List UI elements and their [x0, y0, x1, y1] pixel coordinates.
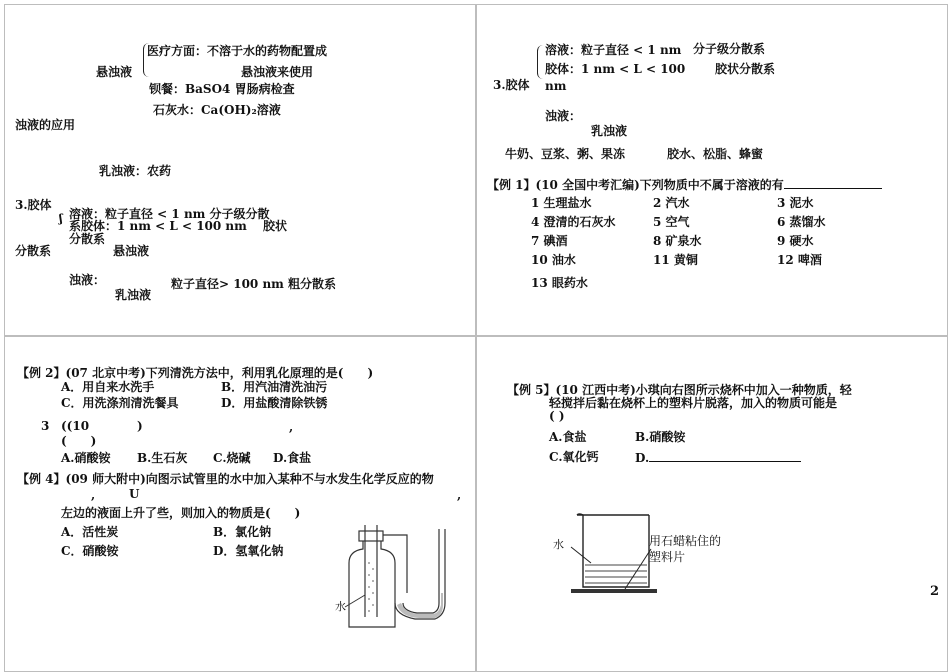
solution-tail: 分子级分散系 — [693, 42, 766, 56]
coarse-line: 粒子直径> 100 nm 粗分散系 — [171, 277, 337, 291]
example1-stem: 【例 1】(10 全国中考汇编)下列物质中不属于溶液的有 — [487, 176, 882, 193]
option-c: C.烧碱 — [213, 451, 251, 465]
list-item: 11 黄铜 — [653, 253, 698, 267]
list-item: 9 硬水 — [777, 234, 814, 248]
brace-mark: ʃ — [59, 212, 63, 225]
list-item: 3 泥水 — [777, 196, 814, 210]
list-item: 6 蒸馏水 — [777, 215, 826, 229]
figure-water-label: 水 — [553, 538, 564, 551]
option-a: A．活性炭 — [61, 525, 119, 539]
example3-source: ((10 — [61, 419, 90, 433]
list-item: 10 油水 — [531, 253, 576, 267]
option-b: B.硝酸铵 — [635, 430, 686, 444]
brace — [537, 45, 544, 79]
suspension2: 悬浊液 — [113, 244, 150, 258]
option-b: B.生石灰 — [137, 451, 188, 465]
panel-top-left — [4, 4, 476, 336]
option-b: B．用汽油清洗油污 — [221, 380, 328, 394]
turbid-label: 浊液： — [69, 273, 106, 287]
medical-line1: 医疗方面：不溶于水的药物配置成 — [147, 44, 328, 58]
examples2: 胶水、松脂、蜂蜜 — [667, 147, 764, 161]
bottle-utube-figure — [331, 523, 461, 635]
option-a: A．用自来水洗手 — [61, 380, 155, 394]
example4-line2: 左边的液面上升了些，则加入的物质是( ) — [61, 506, 301, 520]
list-item: 1 生理盐水 — [531, 196, 592, 210]
option-c: C．硝酸铵 — [61, 544, 119, 558]
example4-comma2: , — [457, 488, 462, 502]
example3-number: 3 — [41, 419, 50, 433]
turbid-label: 浊液： — [545, 109, 582, 123]
figure-label-line2: 塑料片 — [649, 550, 686, 564]
list-item: 4 澄清的石灰水 — [531, 215, 616, 229]
panel-bottom-left — [4, 336, 476, 672]
option-c: C．用洗涤剂清洗餐具 — [61, 396, 179, 410]
dispersion: 分散系 — [15, 244, 52, 258]
dispersion-small: 分散系 — [69, 232, 106, 246]
colloid-head: 3.胶体 — [493, 78, 530, 92]
medical-line2: 悬浊液来使用 — [241, 65, 314, 79]
colloid-tail: 胶状 — [263, 219, 288, 233]
example5-line2: 轻搅拌后黏在烧杯上的塑料片脱落，加入的物质可能是 — [549, 396, 838, 410]
solution-line: 溶液：粒子直径 < 1 nm 分子级分散 — [69, 207, 270, 221]
option-d: D．用盐酸清除铁锈 — [221, 396, 328, 410]
example3-paren: ) — [137, 419, 143, 433]
limewater: 石灰水：Ca(OH)₂溶液 — [153, 103, 281, 117]
option-b: B．氯化钠 — [213, 525, 272, 539]
example4-u: U — [129, 487, 140, 501]
answer-blank — [784, 176, 882, 189]
emulsion: 乳浊液 — [591, 124, 628, 138]
option-d: D．氢氧化钠 — [213, 544, 284, 558]
figure-water-label: 水 — [335, 600, 346, 613]
example3-comma: , — [289, 420, 294, 434]
option-d: D. — [635, 449, 801, 466]
colloid-head: 3.胶体 — [15, 198, 52, 212]
example3-blank: ( ) — [61, 434, 97, 448]
examples: 牛奶、豆浆、粥、果冻 — [505, 147, 626, 161]
example4-comma: , — [91, 488, 96, 502]
panel-bottom-right — [476, 336, 948, 672]
option-d: D.食盐 — [273, 451, 312, 465]
barium-meal: 钡餐：BaSO4 胃肠病检查 — [149, 82, 295, 96]
example5-line1: 【例 5】(10 江西中考)小琪向右图所示烧杯中加入一种物质，轻 — [507, 383, 852, 397]
nm-unit: nm — [545, 79, 567, 93]
list-item: 13 眼药水 — [531, 276, 588, 290]
list-item: 8 矿泉水 — [653, 234, 702, 248]
turbid-use: 浊液的应用 — [15, 118, 76, 132]
example5-line3: ( ) — [549, 409, 565, 423]
list-item: 5 空气 — [653, 215, 690, 229]
emulsion-use: 乳浊液：农药 — [99, 164, 172, 178]
example4-stem: 【例 4】(09 师大附中)向图示试管里的水中加入某种不与水发生化学反应的物 — [17, 472, 434, 486]
solution-line: 溶液：粒子直径 < 1 nm — [545, 43, 682, 57]
page-number: 2 — [929, 584, 939, 599]
option-c: C.氧化钙 — [549, 450, 599, 464]
example2-stem: 【例 2】(07 北京中考)下列清洗方法中，利用乳化原理的是( ) — [17, 366, 374, 380]
option-a: A.硝酸铵 — [61, 451, 111, 465]
panel-top-right — [476, 4, 948, 336]
list-item: 7 碘酒 — [531, 234, 568, 248]
figure-label-line1: 用石蜡粘住的 — [649, 534, 722, 548]
colloid-tail: 胶状分散系 — [715, 62, 776, 76]
answer-blank — [649, 449, 801, 462]
emulsion2: 乳浊液 — [115, 288, 152, 302]
list-item: 12 啤酒 — [777, 253, 822, 267]
colloid-line: 胶体：1 nm < L < 100 — [545, 62, 686, 76]
colloid-line: 系胶体：1 nm < L < 100 nm — [69, 219, 247, 233]
option-a: A.食盐 — [549, 430, 587, 444]
suspension-title: 悬浊液 — [96, 65, 133, 79]
list-item: 2 汽水 — [653, 196, 690, 210]
